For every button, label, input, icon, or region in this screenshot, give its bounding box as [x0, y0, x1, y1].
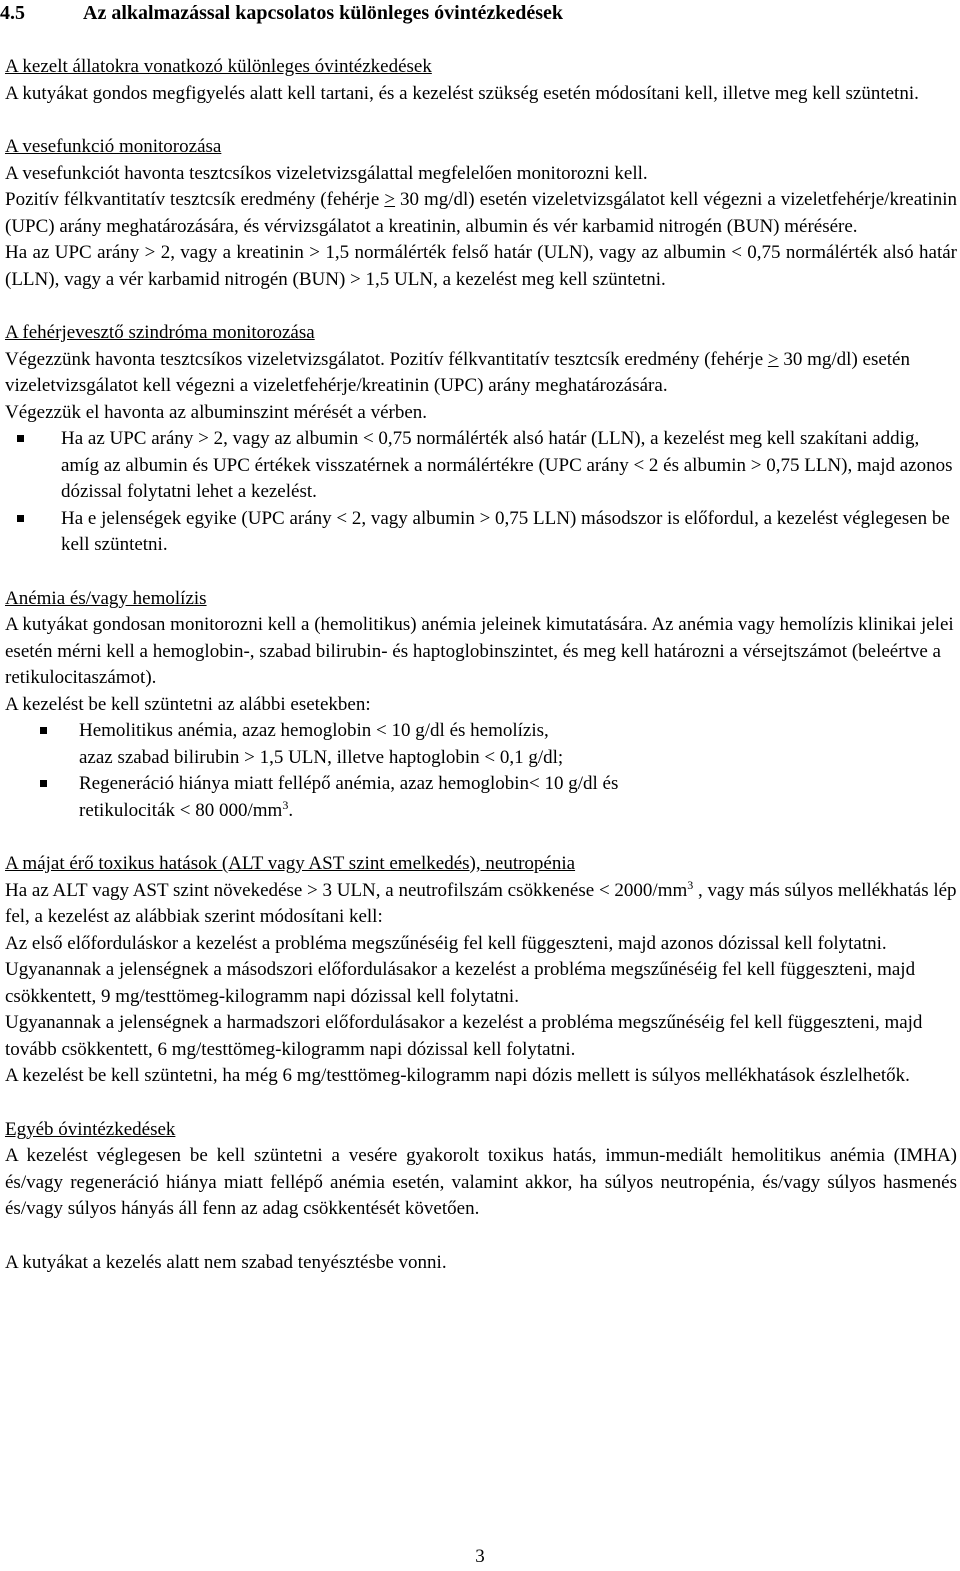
- kidney-paragraph-2: [5, 187, 957, 240]
- page-number: 3: [475, 1546, 485, 1567]
- square-bullet-icon: [40, 727, 47, 734]
- liver-paragraph-3: Ugyanannak a jelenségnek a másodszori előfordulásakor a kezelést a probléma megszűnéséig fel kell függeszteni, majd csökkentett, 9 mg/testtömeg-kilogramm napi dózissal kell folytatni.: [5, 959, 916, 1007]
- list-item: [5, 506, 957, 559]
- greater-equal-symbol: >: [767, 348, 779, 370]
- kidney-section: [5, 134, 957, 293]
- treated-animals-heading: A kezelt állatokra vonatkozó különleges óvintézkedések: [5, 56, 432, 77]
- list-item-text: Ha e jelenségek egyike (UPC arány < 2, vagy albumin > 0,75 LLN) másodszor is előfordul, a kezelést véglegesen be kell szüntetni.: [61, 507, 950, 555]
- liver-paragraph-4: Ugyanannak a jelenségnek a harmadszori előfordulásakor a kezelést a probléma megszűnéséig fel kell függeszteni, majd tovább csökkentett, 6 mg/testtömeg-kilogramm napi dózissal kell folytatni.: [5, 1012, 923, 1060]
- protein-loss-heading: A fehérjevesztő szindróma monitorozása: [5, 322, 315, 343]
- list-item-text: Regeneráció hiánya miatt fellépő anémia, azaz hemoglobin< 10 g/dl és: [79, 773, 619, 794]
- treated-animals-section: [5, 54, 957, 107]
- list-item-text: Ha az UPC arány > 2, vagy az albumin < 0,75 normálérték alsó határ (LLN), a kezelést meg kell szakítani addig, amíg az albumin és UPC értékek visszatérnek a normálértékre (UPC arány < 2 és albumin > 0,75 LLN), majd azonos dózissal folytatni lehet a kezelést.: [61, 428, 953, 502]
- protein-loss-p1-start: Végezzünk havonta tesztcsíkos vizeletvizsgálatot. Pozitív félkvantitatív tesztcsík eredmény (fehérje: [5, 348, 768, 370]
- anemia-heading: Anémia és/vagy hemolízis: [5, 587, 207, 609]
- list-item: [5, 426, 957, 506]
- kidney-p2-start: Pozitív félkvantitatív tesztcsík eredmény (fehérje: [5, 189, 385, 210]
- anemia-section: [5, 586, 957, 825]
- list-item-text: .: [288, 799, 294, 821]
- square-bullet-icon: [40, 780, 47, 787]
- superscript: 3: [282, 797, 289, 812]
- protein-loss-section: [5, 320, 957, 559]
- protein-loss-paragraph-2: Végezzük el havonta az albuminszint mérését a vérben.: [5, 401, 428, 423]
- superscript: 3: [687, 877, 694, 892]
- list-item-text: Hemolitikus anémia, azaz hemoglobin < 10 g/dl és hemolízis,: [79, 720, 549, 741]
- section-heading: [0, 0, 957, 27]
- breeding-section: [5, 1250, 957, 1277]
- greater-equal-symbol: >: [384, 189, 396, 210]
- square-bullet-icon: [17, 435, 24, 442]
- list-item-text: azaz szabad bilirubin > 1,5 ULN, illetve haptoglobin < 0,1 g/dl;: [79, 746, 564, 768]
- kidney-paragraph-3: Ha az UPC arány > 2, vagy a kreatinin > 1,5 normálérték felső határ (ULN), vagy az albumin < 0,75 normálérték alsó határ (LLN), vagy a vér karbamid nitrogén (BUN) > 1,5 ULN, a kezelést meg kell szüntetni.: [5, 242, 957, 290]
- section-number: 4.5: [0, 2, 25, 24]
- list-item-text: retikulociták < 80 000/mm: [79, 799, 283, 821]
- kidney-paragraph-1: A vesefunkciót havonta tesztcsíkos vizeletvizsgálattal megfelelően monitorozni kell.: [5, 162, 648, 184]
- protein-loss-bullet-list: [5, 426, 957, 559]
- liver-p1-start: Ha az ALT vagy AST szint növekedése > 3 ULN, a neutrofilszám csökkenése < 2000/mm: [5, 879, 688, 901]
- liver-p1-end: , vagy más súlyos mellékhatás lép fel, a kezelést az alábbiak szerint módosítani kell:: [5, 879, 957, 927]
- kidney-p2-end: 30 mg/dl) esetén vizeletvizsgálatot kell végezni a vizeletfehérje/kreatinin (UPC) arány meghatározására, és vérvizsgálatot a kreatinin, albumin és vér karbamid nitrogén (BUN) mérésére.: [5, 189, 957, 237]
- liver-heading: A májat érő toxikus hatások (ALT vagy AST szint emelkedés), neutropénia: [5, 853, 576, 874]
- anemia-paragraph-1: A kutyákat gondosan monitorozni kell a (hemolitikus) anémia jeleinek kimutatására. Az anémia vagy hemolízis klinikai jelei esetén mérni kell a hemoglobin-, szabad bilirubin- és haptoglobinszintet, és meg kell határozni a vérsejtszámot (beleértve a retikulocitaszámot).: [5, 614, 954, 688]
- liver-paragraph-2: Az első előforduláskor a kezelést a probléma megszűnéséig fel kell függeszteni, majd azonos dózissal kell folytatni.: [5, 932, 887, 954]
- liver-section: [5, 851, 957, 1090]
- other-paragraph-1: A kezelést véglegesen be kell szüntetni a vesére gyakorolt toxikus hatás, immun-mediált hemolitikus anémia (IMHA) és/vagy regeneráció hiánya miatt fellépő anémia esetén, valamint akkor, ha súlyos neutropénia, és/vagy súlyos hasmenés és/vagy súlyos hányás áll fenn az adag csökkentését követően.: [5, 1145, 957, 1219]
- liver-paragraph-1: [5, 878, 957, 931]
- protein-loss-p1-end: 30 mg/dl) esetén vizeletvizsgálatot kell végezni a vizeletfehérje/kreatinin (UPC) arány meghatározására.: [5, 348, 910, 396]
- treated-animals-text: A kutyákat gondos megfigyelés alatt kell tartani, és a kezelést szükség esetén módosítani kell, illetve meg kell szüntetni.: [5, 82, 919, 104]
- square-bullet-icon: [17, 515, 24, 522]
- section-title: Az alkalmazással kapcsolatos különleges óvintézkedések: [83, 2, 564, 24]
- list-item: [5, 771, 957, 824]
- anemia-bullet-list: [5, 718, 957, 824]
- anemia-paragraph-2: A kezelést be kell szüntetni az alábbi esetekben:: [5, 693, 371, 715]
- protein-loss-paragraph-1: [5, 347, 957, 400]
- other-heading: Egyéb óvintézkedések: [5, 1118, 176, 1140]
- other-paragraph-2: A kutyákat a kezelés alatt nem szabad tenyésztésbe vonni.: [5, 1251, 447, 1273]
- kidney-heading: A vesefunkció monitorozása: [5, 136, 222, 157]
- other-section: [5, 1117, 957, 1223]
- liver-paragraph-5: A kezelést be kell szüntetni, ha még 6 mg/testtömeg-kilogramm napi dózis mellett is súlyos mellékhatások észlelhetők.: [5, 1065, 910, 1086]
- list-item: [5, 718, 957, 771]
